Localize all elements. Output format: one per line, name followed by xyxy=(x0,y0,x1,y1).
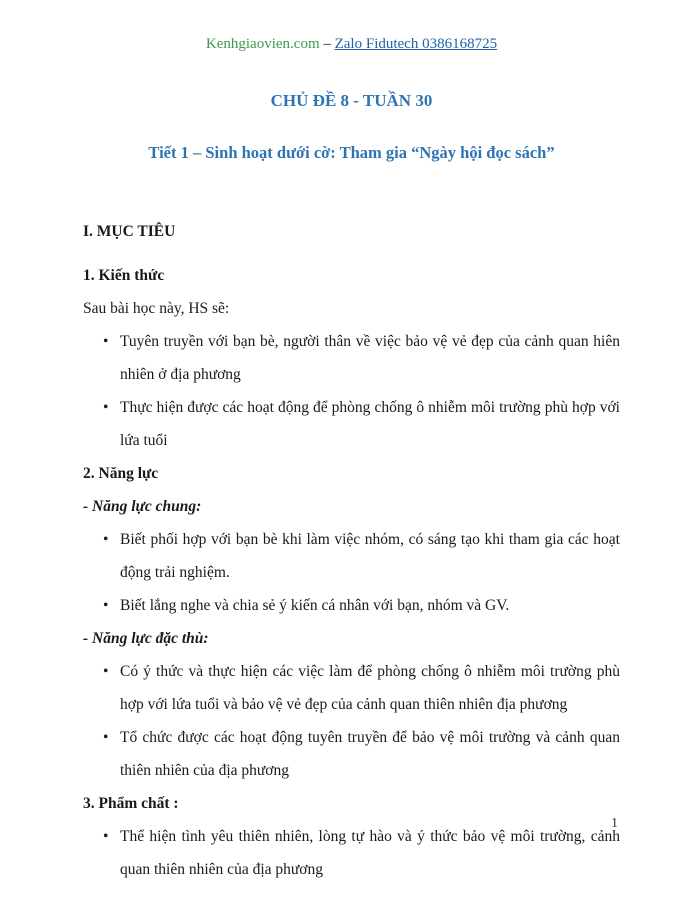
pham-chat-bullet-list xyxy=(83,820,620,886)
header-separator: – xyxy=(319,36,335,52)
document-header xyxy=(83,36,620,53)
nang-luc-dac-thu-bullet-list xyxy=(83,655,620,787)
document-body xyxy=(83,215,620,886)
heading-nang-luc-dac-thu: - Năng lực đặc thù: xyxy=(83,630,209,647)
list-item: • Thể hiện tình yêu thiên nhiên, lòng tự hào và ý thức bảo vệ môi trường, cảnh quan thiên nhiên của địa phương xyxy=(83,820,620,886)
heading-nang-luc-chung: - Năng lực chung: xyxy=(83,498,202,515)
site-name: Kenhgiaovien.com xyxy=(205,36,320,52)
heading-nang-luc: 2. Năng lực xyxy=(83,465,159,482)
page-number: 1 xyxy=(611,816,618,831)
intro-paragraph: Sau bài học này, HS sẽ: xyxy=(83,300,230,317)
heading-kien-thuc: 1. Kiến thức xyxy=(83,267,165,284)
kien-thuc-bullet-list xyxy=(83,325,620,457)
document-subtitle: Tiết 1 – Sinh hoạt dưới cờ: Tham gia “Ngày hội đọc sách” xyxy=(148,143,555,162)
heading-pham-chat: 3. Phẩm chất : xyxy=(83,795,179,812)
zalo-contact-link[interactable]: Zalo Fidutech 0386168725 xyxy=(334,36,498,52)
list-item: • Tổ chức được các hoạt động tuyên truyền để bảo vệ môi trường và cảnh quan thiên nhiên của địa phương xyxy=(83,721,620,787)
nang-luc-chung-bullet-list xyxy=(83,523,620,622)
list-item: • Biết lắng nghe và chia sẻ ý kiến cá nhân với bạn, nhóm và GV. xyxy=(83,589,620,622)
list-item: • Có ý thức và thực hiện các việc làm để phòng chống ô nhiễm môi trường phù hợp với lứa tuổi và bảo vệ vẻ đẹp của cảnh quan thiên nhiên địa phương xyxy=(83,655,620,721)
section-heading-muc-tieu: I. MỤC TIÊU xyxy=(83,223,176,240)
list-item: • Biết phối hợp với bạn bè khi làm việc nhóm, có sáng tạo khi tham gia các hoạt động trải nghiệm. xyxy=(83,523,620,589)
list-item: • Thực hiện được các hoạt động để phòng chống ô nhiễm môi trường phù hợp với lứa tuổi xyxy=(83,391,620,457)
list-item: • Tuyên truyền với bạn bè, người thân về việc bảo vệ vẻ đẹp của cảnh quan hiên nhiên ở địa phương xyxy=(83,325,620,391)
document-title: CHỦ ĐỀ 8 - TUẦN 30 xyxy=(270,91,433,110)
